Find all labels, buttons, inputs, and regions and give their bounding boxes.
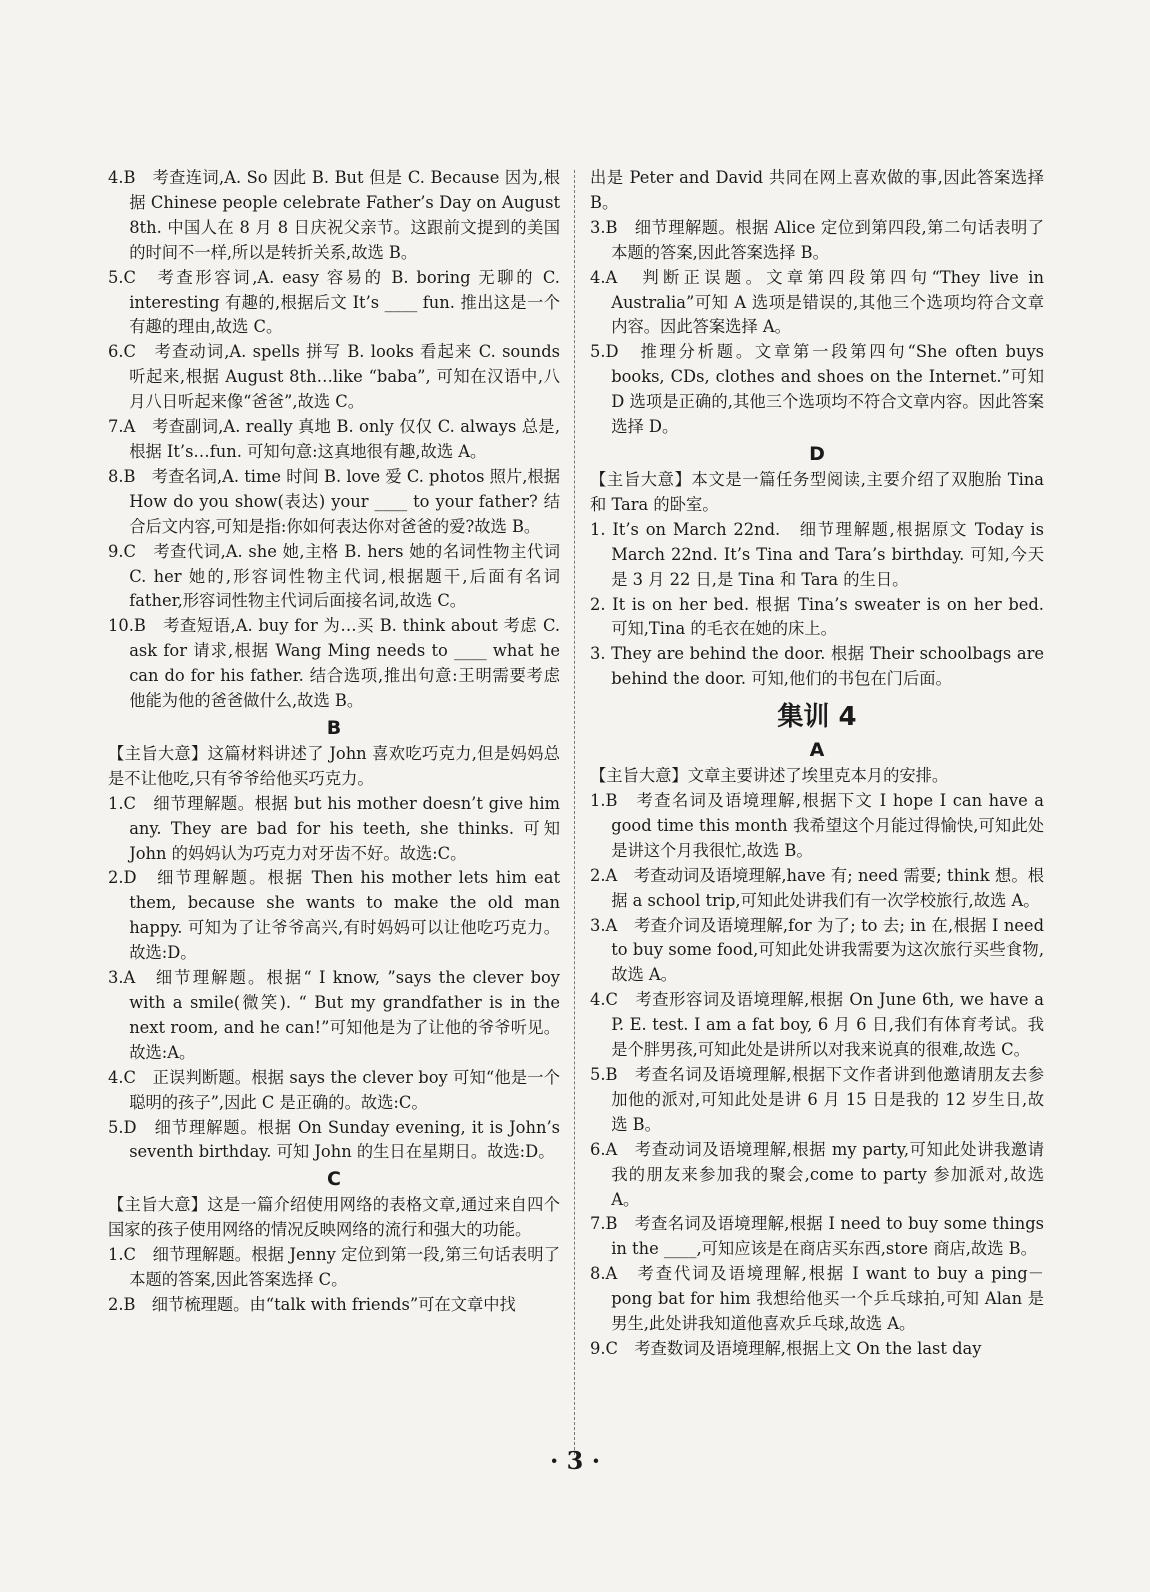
section-heading: A [809,739,825,762]
answer-explanation: 6.C 考查动词,A. spells 拼写 B. looks 看起来 C. sounds 听起来,根据 August 8th…like “baba”, 可知在汉语中,八月八日听起来像“爸爸”,故选 C。 [108,342,560,412]
summary-paragraph: 【主旨大意】这是一篇介绍使用网络的表格文章,通过来自四个国家的孩子使用网络的情况反映网络的流行和强大的功能。 [108,1195,560,1240]
answer-explanation: 4.A 判断正误题。文章第四段第四句“They live in Australia”可知 A 选项是错误的,其他三个选项均符合文章内容。因此答案选择 A。 [590,267,1044,337]
answer-explanation: 2.A 考查动词及语境理解,have 有; need 需要; think 想。根据 a school trip,可知此处讲我们有一次学校旅行,故选 A。 [590,865,1044,910]
answer-explanation: 8.A 考查代词及语境理解,根据 I want to buy a ping－pong bat for him 我想给他买一个乒乓球拍,可知 Alan 是男生,此处讲我知道他喜欢乒乓球,故选 A。 [590,1264,1044,1334]
answer-explanation: 6.A 考查动词及语境理解,根据 my party,可知此处讲我邀请我的朋友来参加我的聚会,come to party 参加派对,故选 A。 [590,1139,1044,1209]
answer-explanation: 10.B 考查短语,A. buy for 为…买 B. think about 考虑 C. ask for 请求,根据 Wang Ming needs to ____ what he can do for his father. 结合选项,推出句意:王明需要考虑他能为他的爸爸做什么,故选 B。 [108,616,560,711]
summary-paragraph: 【主旨大意】文章主要讲述了埃里克本月的安排。 [590,766,949,786]
answer-explanation: 7.A 考查副词,A. really 真地 B. only 仅仅 C. always 总是,根据 It’s…fun. 可知句意:这真地很有趣,故选 A。 [108,417,560,461]
answer-explanation: 3. They are behind the door. 根据 Their schoolbags are behind the door. 可知,他们的书包在门后面。 [590,644,1044,689]
section-heading: C [327,1168,341,1191]
section-heading: D [809,442,825,465]
answer-explanation: 1.B 考查名词及语境理解,根据下文 I hope I can have a good time this month 我希望这个月能过得愉快,可知此处是讲这个月我很忙,故选 B。 [590,791,1044,860]
answer-explanation: 5.D 推理分析题。文章第一段第四句“She often buys books, CDs, clothes and shoes on the Internet.”可知 D 选项是正确的,其他三个选项均不符合文章内容。因此答案选择 D。 [590,342,1044,437]
answer-explanation: 4.B 考查连词,A. So 因此 B. But 但是 C. Because 因为,根据 Chinese people celebrate Father’s Day on August 8th. 中国人在 8 月 8 日庆祝父亲节。这跟前文提到的美国的时间不一样,所以是转折关系,故选 B。 [108,168,560,262]
page-number: · 3 · [549,1446,601,1475]
answer-explanation: 4.C 考查形容词及语境理解,根据 On June 6th, we have a P. E. test. I am a fat boy, 6 月 6 日,我们有体育考试。我是个胖男孩,可知此处是讲所以对我来说真的很难,故选 C。 [590,990,1044,1060]
answer-explanation: 2.D 细节理解题。根据 Then his mother lets him eat them, because she wants to make the old man happy. 可知为了让爷爷高兴,有时妈妈可以让他吃巧克力。故选:D。 [108,868,560,963]
answer-explanation: 出是 Peter and David 共同在网上喜欢做的事,因此答案选择 B。 [590,168,1044,212]
left-column [108,166,560,1318]
summary-paragraph: 【主旨大意】这篇材料讲述了 John 喜欢吃巧克力,但是妈妈总是不让他吃,只有爷爷给他买巧克力。 [108,743,560,788]
answer-explanation: 3.B 细节理解题。根据 Alice 定位到第四段,第二句话表明了本题的答案,因此答案选择 B。 [590,217,1044,262]
answer-explanation: 3.A 细节理解题。根据“ I know, ”says the clever boy with a smile(微笑). “ But my grandfather is in the next room, and he can!”可知他是为了让他的爷爷听见。故选:A。 [108,968,560,1062]
answer-explanation: 5.C 考查形容词,A. easy 容易的 B. boring 无聊的 C. interesting 有趣的,根据后文 It’s ____ fun. 推出这是一个有趣的理由,故选 C。 [108,267,560,337]
column-divider [574,170,575,1455]
unit-heading: 集训 4 [777,702,857,733]
answer-explanation: 9.C 考查数词及语境理解,根据上文 On the last day [590,1338,982,1358]
section-heading: B [326,716,342,739]
summary-paragraph: 【主旨大意】本文是一篇任务型阅读,主要介绍了双胞胎 Tina 和 Tara 的卧室。 [590,469,1044,514]
answer-explanation: 8.B 考查名词,A. time 时间 B. love 爱 C. photos 照片,根据 How do you show(表达) your ____ to your father? 结合后文内容,可知是指:你如何表达你对爸爸的爱?故选 B。 [108,466,560,536]
answer-explanation: 2. It is on her bed. 根据 Tina’s sweater is on her bed. 可知,Tina 的毛衣在她的床上。 [590,594,1044,639]
answer-explanation: 1.C 细节理解题。根据 Jenny 定位到第一段,第三句话表明了本题的答案,因此答案选择 C。 [108,1245,560,1290]
answer-explanation: 1.C 细节理解题。根据 but his mother doesn’t give him any. They are bad for his teeth, she thinks. 可知 John 的妈妈认为巧克力对牙齿不好。故选:C。 [108,793,560,863]
answer-explanation: 1. It’s on March 22nd. 细节理解题,根据原文 Today is March 22nd. It’s Tina and Tara’s birthday. 可知,今天是 3 月 22 日,是 Tina 和 Tara 的生日。 [590,519,1044,589]
right-column [590,166,1044,1362]
answer-explanation: 7.B 考查名词及语境理解,根据 I need to buy some things in the ____,可知应该是在商店买东西,store 商店,故选 B。 [590,1214,1044,1259]
answer-explanation: 5.D 细节理解题。根据 On Sunday evening, it is John’s seventh birthday. 可知 John 的生日在星期日。故选:D。 [108,1117,560,1162]
answer-explanation: 5.B 考查名词及语境理解,根据下文作者讲到他邀请朋友去参加他的派对,可知此处是讲 6 月 15 日是我的 12 岁生日,故选 B。 [590,1065,1044,1134]
answer-explanation: 4.C 正误判断题。根据 says the clever boy 可知“他是一个聪明的孩子”,因此 C 是正确的。故选:C。 [108,1067,560,1112]
answer-explanation: 3.A 考查介词及语境理解,for 为了; to 去; in 在,根据 I need to buy some food,可知此处讲我需要为这次旅行买些食物,故选 A。 [590,915,1044,985]
answer-explanation: 2.B 细节梳理题。由“talk with friends”可在文章中找 [108,1294,516,1314]
answer-explanation: 9.C 考查代词,A. she 她,主格 B. hers 她的名词性物主代词 C. her 她的,形容词性物主代词,根据题干,后面有名词 father,形容词性物主代词后面接名词,故选 C。 [108,541,560,611]
